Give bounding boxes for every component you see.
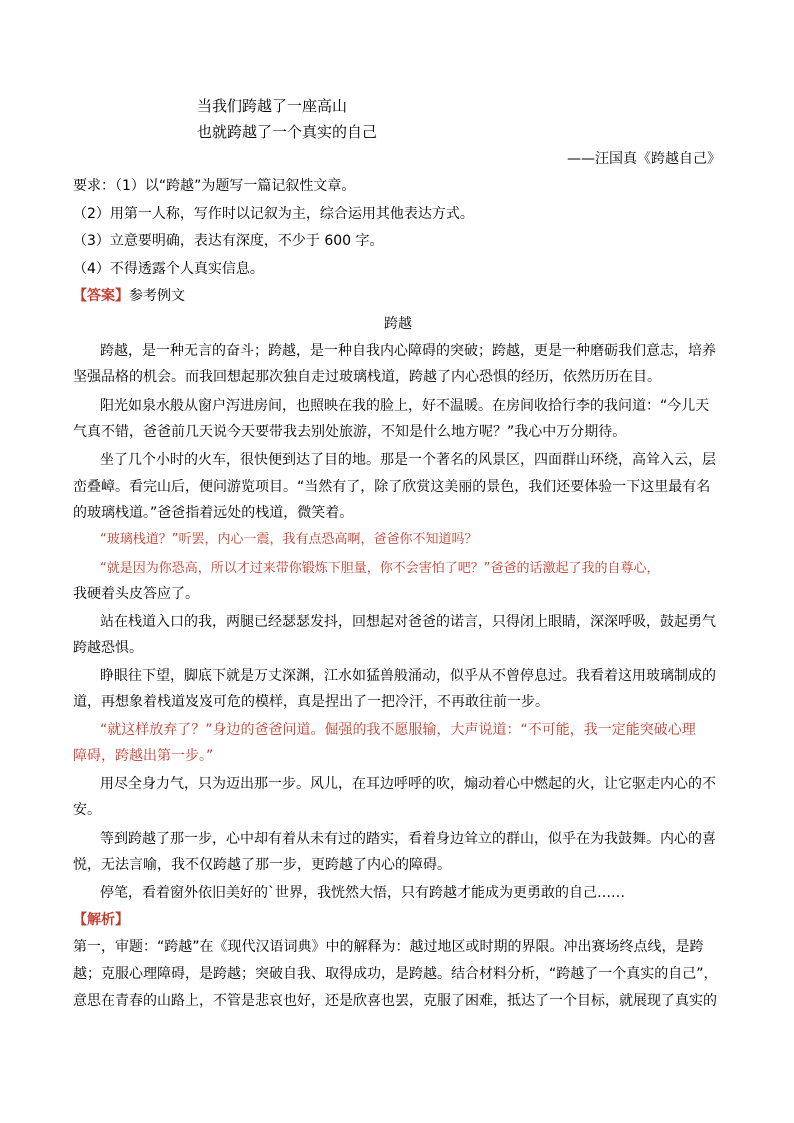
poem-line-1: 当我们跨越了一座高山 [197, 97, 348, 115]
analysis-line: 意思在青春的山路上，不管是悲哀也好，还是欣喜也罢，克服了困难，抵达了一个目标，就展现了真实的 [73, 993, 717, 1009]
essay-line [73, 558, 723, 579]
requirement-2: （2）用第一人称，写作时以记叙为主，综合运用其他表达方式。 [73, 206, 474, 222]
essay-line: 站在栈道入口的我，两腿已经瑟瑟发抖，回想起对爸爸的诺言，只得闭上眼睛，深深呼吸，鼓起勇气 [100, 614, 716, 630]
essay-line: 睁眼往下望，脚底下就是万丈深渊，江水如猛兽般涌动，似乎从不曾停息过。我看着这用玻璃制成的 [100, 668, 716, 684]
requirement-1: 要求：（1）以“跨越”为题写一篇记叙性文章。 [73, 178, 356, 194]
analysis-line: 第一，审题：“跨越”在《现代汉语词典》中的解释为：越过地区或时期的界限。冲出赛场终点线，是跨 [73, 939, 704, 955]
requirement-3: （3）立意要明确，表达有深度，不少于 600 字。 [73, 233, 384, 249]
essay-line: 悦，无法言喻，我不仅跨越了那一步，更跨越了内心的障碍。 [73, 857, 451, 873]
essay-line: 气真不错，爸爸前几天说今天要带我去别处旅游，不知是什么地方呢？”我心中万分期待。 [73, 424, 627, 440]
essay-line: 阳光如泉水般从窗户泻进房间，也照映在我的脸上，好不温暖。在房间收拾行李的我问道：“今儿天 [100, 398, 710, 414]
essay-line-dialogue: “玻璃栈道？”听罢，内心一震，我有点恐高啊，爸爸你不知道吗？ [100, 532, 478, 547]
answer-label: 参考例文 [129, 288, 185, 304]
essay-line: 用尽全身力气，只为迈出那一步。风儿，在耳边呼呼的吹，煽动着心中燃起的火，让它驱走内心的不 [100, 776, 716, 792]
analysis-tag: 【解析】 [73, 912, 129, 928]
essay-line: 等到跨越了那一步，心中却有着从未有过的踏实，看着身边耸立的群山，似乎在为我鼓舞。内心的喜 [100, 831, 716, 847]
answer-tag: 【答案】 [73, 288, 129, 304]
essay-title: 跨越 [384, 316, 412, 332]
essay-line: 峦叠嶂。看完山后，便问游览项目。“当然有了，除了欣赏这美丽的景色，我们还要体验一下这里最有名 [73, 479, 711, 495]
essay-line: 我硬着头皮答应了。 [73, 586, 199, 602]
essay-line: 跨越，是一种无言的奋斗；跨越，是一种自我内心障碍的突破；跨越，更是一种磨砺我们意志，培养 [100, 343, 716, 359]
answer-heading [73, 286, 723, 306]
requirement-4: （4）不得透露个人真实信息。 [73, 261, 264, 277]
poem-line-2: 也就跨越了一个真实的自己 [197, 123, 378, 141]
essay-line: 坐了几个小时的火车，很快便到达了目的地。那是一个著名的风景区，四面群山环绕，高耸入云，层 [100, 452, 716, 468]
essay-line: 坚强品格的机会。而我回想起那次独自走过玻璃栈道，跨越了内心恐惧的经历，依然历历在目。 [73, 369, 661, 385]
essay-line: 停笔，看着窗外依旧美好的`世界，我恍然大悟，只有跨越才能成为更勇敢的自己…… [100, 885, 625, 901]
essay-line-dialogue: 障碍，跨越出第一步。” [73, 748, 214, 764]
essay-line: 道，再想象着栈道岌岌可危的模样，真是捏出了一把冷汗，不再敢往前一步。 [73, 694, 549, 710]
poem-attribution: ——汪国真《跨越自己》 [567, 151, 721, 167]
essay-line: 跨越恐惧。 [73, 640, 143, 656]
essay-line: 安。 [73, 802, 101, 818]
essay-line: 的玻璃栈道。”爸爸指着远处的栈道，微笑着。 [73, 505, 354, 521]
dialogue-quote: “就是因为你恐高，所以才过来带你锻炼下胆量，你不会害怕了吧？”爸爸的话激起了我的自尊心， [100, 561, 660, 576]
essay-line-dialogue: “就这样放弃了？”身边的爸爸问道。倔强的我不愿服输，大声说道：“不可能，我一定能突破心理 [100, 722, 696, 738]
analysis-line: 越；克服心理障碍，是跨越；突破自我、取得成功，是跨越。结合材料分析，“跨越了一个真实的自己”， [73, 966, 718, 982]
